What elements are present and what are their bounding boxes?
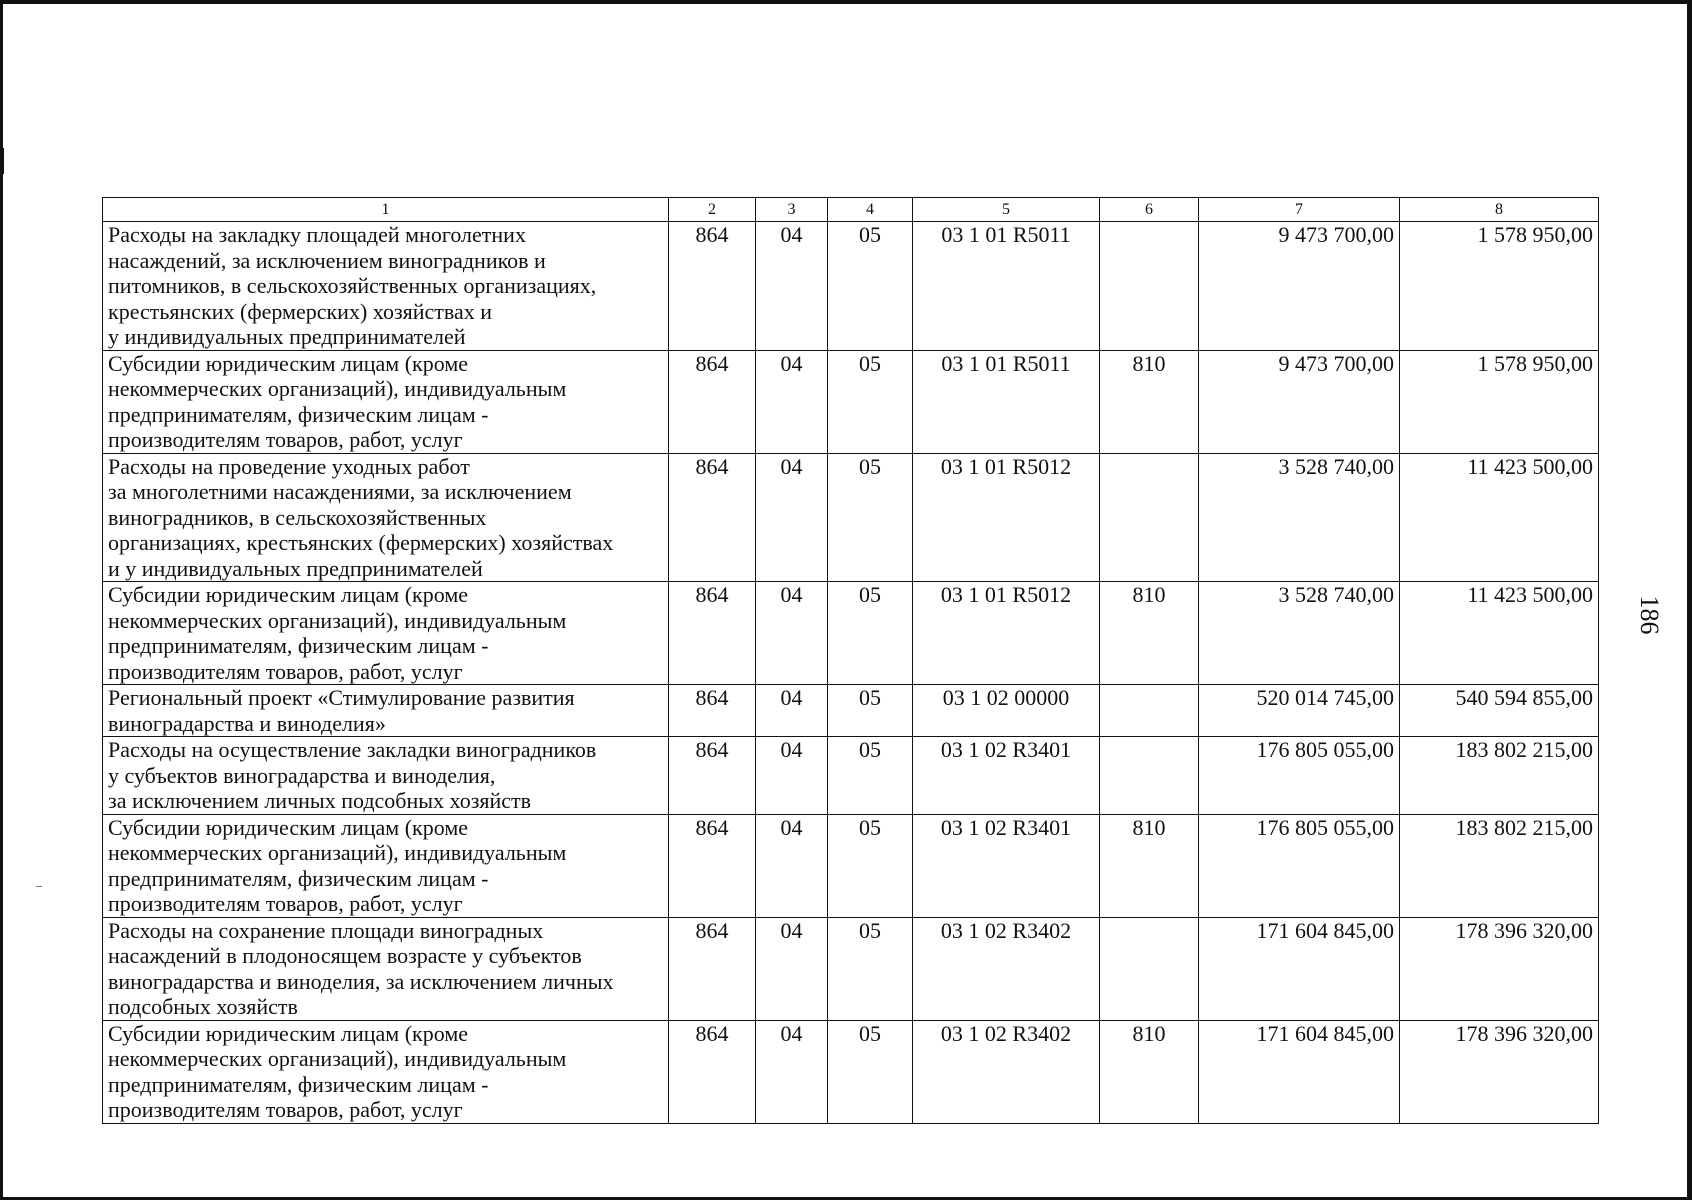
row-ministry-code: 864 <box>669 222 756 351</box>
row-amount-col8: 11 423 500,00 <box>1400 453 1599 582</box>
row-amount-col7: 9 473 700,00 <box>1199 350 1400 453</box>
row-ministry-code: 864 <box>669 917 756 1020</box>
table-header <box>103 198 1599 222</box>
table-row <box>103 453 1599 582</box>
row-name: Региональный проект «Стимулирование развития виноградарства и виноделия» <box>103 685 669 737</box>
row-name: Субсидии юридическим лицам (кроме некоммерческих организаций), индивидуальным предпринимателям, физическим лицам - производителям товаров, работ, услуг <box>103 814 669 917</box>
column-header-4: 4 <box>828 198 913 222</box>
row-amount-col7: 176 805 055,00 <box>1199 814 1400 917</box>
row-target-article: 03 1 01 R5012 <box>913 453 1100 582</box>
row-ministry-code: 864 <box>669 453 756 582</box>
table-row <box>103 814 1599 917</box>
row-amount-col8: 178 396 320,00 <box>1400 917 1599 1020</box>
row-name: Субсидии юридическим лицам (кроме некоммерческих организаций), индивидуальным предпринимателям, физическим лицам - производителям товаров, работ, услуг <box>103 1020 669 1123</box>
row-amount-col7: 171 604 845,00 <box>1199 917 1400 1020</box>
row-target-article: 03 1 02 R3402 <box>913 917 1100 1020</box>
row-target-article: 03 1 02 R3402 <box>913 1020 1100 1123</box>
row-name: Субсидии юридическим лицам (кроме некоммерческих организаций), индивидуальным предпринимателям, физическим лицам - производителям товаров, работ, услуг <box>103 582 669 685</box>
column-header-1: 1 <box>103 198 669 222</box>
column-header-6: 6 <box>1100 198 1199 222</box>
row-amount-col8: 540 594 855,00 <box>1400 685 1599 737</box>
table-row <box>103 222 1599 351</box>
row-amount-col8: 183 802 215,00 <box>1400 737 1599 815</box>
row-expense-type: 810 <box>1100 1020 1199 1123</box>
budget-table <box>102 197 1599 1124</box>
row-target-article: 03 1 01 R5012 <box>913 582 1100 685</box>
row-subsection-code: 05 <box>828 222 913 351</box>
column-header-8: 8 <box>1400 198 1599 222</box>
column-header-7: 7 <box>1199 198 1400 222</box>
row-section-code: 04 <box>756 453 828 582</box>
row-section-code: 04 <box>756 222 828 351</box>
row-subsection-code: 05 <box>828 814 913 917</box>
row-expense-type <box>1100 917 1199 1020</box>
row-name: Расходы на осуществление закладки виноградников у субъектов виноградарства и виноделия, за исключением личных подсобных хозяйств <box>103 737 669 815</box>
scan-edge-mark <box>0 148 4 174</box>
row-amount-col7: 520 014 745,00 <box>1199 685 1400 737</box>
table-row <box>103 1020 1599 1123</box>
row-target-article: 03 1 01 R5011 <box>913 222 1100 351</box>
row-expense-type: 810 <box>1100 814 1199 917</box>
row-section-code: 04 <box>756 685 828 737</box>
row-amount-col7: 176 805 055,00 <box>1199 737 1400 815</box>
row-expense-type <box>1100 453 1199 582</box>
row-ministry-code: 864 <box>669 582 756 685</box>
row-name: Расходы на проведение уходных работ за многолетними насаждениями, за исключением виноградников, в сельскохозяйственных организациях, крестьянских (фермерских) хозяйствах и у индивидуальных предпринимателей <box>103 453 669 582</box>
row-amount-col8: 1 578 950,00 <box>1400 350 1599 453</box>
table-body <box>103 222 1599 1124</box>
table-row <box>103 917 1599 1020</box>
row-subsection-code: 05 <box>828 453 913 582</box>
row-subsection-code: 05 <box>828 917 913 1020</box>
row-ministry-code: 864 <box>669 737 756 815</box>
row-expense-type <box>1100 222 1199 351</box>
scan-speck <box>36 886 42 887</box>
table-row <box>103 685 1599 737</box>
row-section-code: 04 <box>756 1020 828 1123</box>
table-row <box>103 350 1599 453</box>
row-amount-col8: 183 802 215,00 <box>1400 814 1599 917</box>
row-section-code: 04 <box>756 582 828 685</box>
row-name: Субсидии юридическим лицам (кроме некоммерческих организаций), индивидуальным предпринимателям, физическим лицам - производителям товаров, работ, услуг <box>103 350 669 453</box>
row-subsection-code: 05 <box>828 582 913 685</box>
header-row <box>103 198 1599 222</box>
row-amount-col8: 178 396 320,00 <box>1400 1020 1599 1123</box>
column-header-2: 2 <box>669 198 756 222</box>
row-amount-col7: 171 604 845,00 <box>1199 1020 1400 1123</box>
column-header-5: 5 <box>913 198 1100 222</box>
row-amount-col7: 3 528 740,00 <box>1199 582 1400 685</box>
row-name: Расходы на сохранение площади виноградных насаждений в плодоносящем возрасте у субъектов виноградарства и виноделия, за исключением личных подсобных хозяйств <box>103 917 669 1020</box>
row-ministry-code: 864 <box>669 814 756 917</box>
table-row <box>103 582 1599 685</box>
row-section-code: 04 <box>756 737 828 815</box>
page-number: 186 <box>1635 595 1664 635</box>
row-name: Расходы на закладку площадей многолетних насаждений, за исключением виноградников и питомников, в сельскохозяйственных организациях, крестьянских (фермерских) хозяйствах и у индивидуальных предпринимателей <box>103 222 669 351</box>
row-amount-col7: 3 528 740,00 <box>1199 453 1400 582</box>
row-section-code: 04 <box>756 350 828 453</box>
row-amount-col8: 11 423 500,00 <box>1400 582 1599 685</box>
row-section-code: 04 <box>756 917 828 1020</box>
row-expense-type <box>1100 737 1199 815</box>
row-target-article: 03 1 02 00000 <box>913 685 1100 737</box>
row-target-article: 03 1 02 R3401 <box>913 737 1100 815</box>
row-subsection-code: 05 <box>828 737 913 815</box>
row-ministry-code: 864 <box>669 1020 756 1123</box>
row-target-article: 03 1 01 R5011 <box>913 350 1100 453</box>
row-ministry-code: 864 <box>669 350 756 453</box>
row-amount-col8: 1 578 950,00 <box>1400 222 1599 351</box>
row-expense-type: 810 <box>1100 350 1199 453</box>
row-expense-type: 810 <box>1100 582 1199 685</box>
table-row <box>103 737 1599 815</box>
row-ministry-code: 864 <box>669 685 756 737</box>
row-subsection-code: 05 <box>828 685 913 737</box>
row-amount-col7: 9 473 700,00 <box>1199 222 1400 351</box>
row-section-code: 04 <box>756 814 828 917</box>
row-target-article: 03 1 02 R3401 <box>913 814 1100 917</box>
row-subsection-code: 05 <box>828 1020 913 1123</box>
row-subsection-code: 05 <box>828 350 913 453</box>
row-expense-type <box>1100 685 1199 737</box>
column-header-3: 3 <box>756 198 828 222</box>
